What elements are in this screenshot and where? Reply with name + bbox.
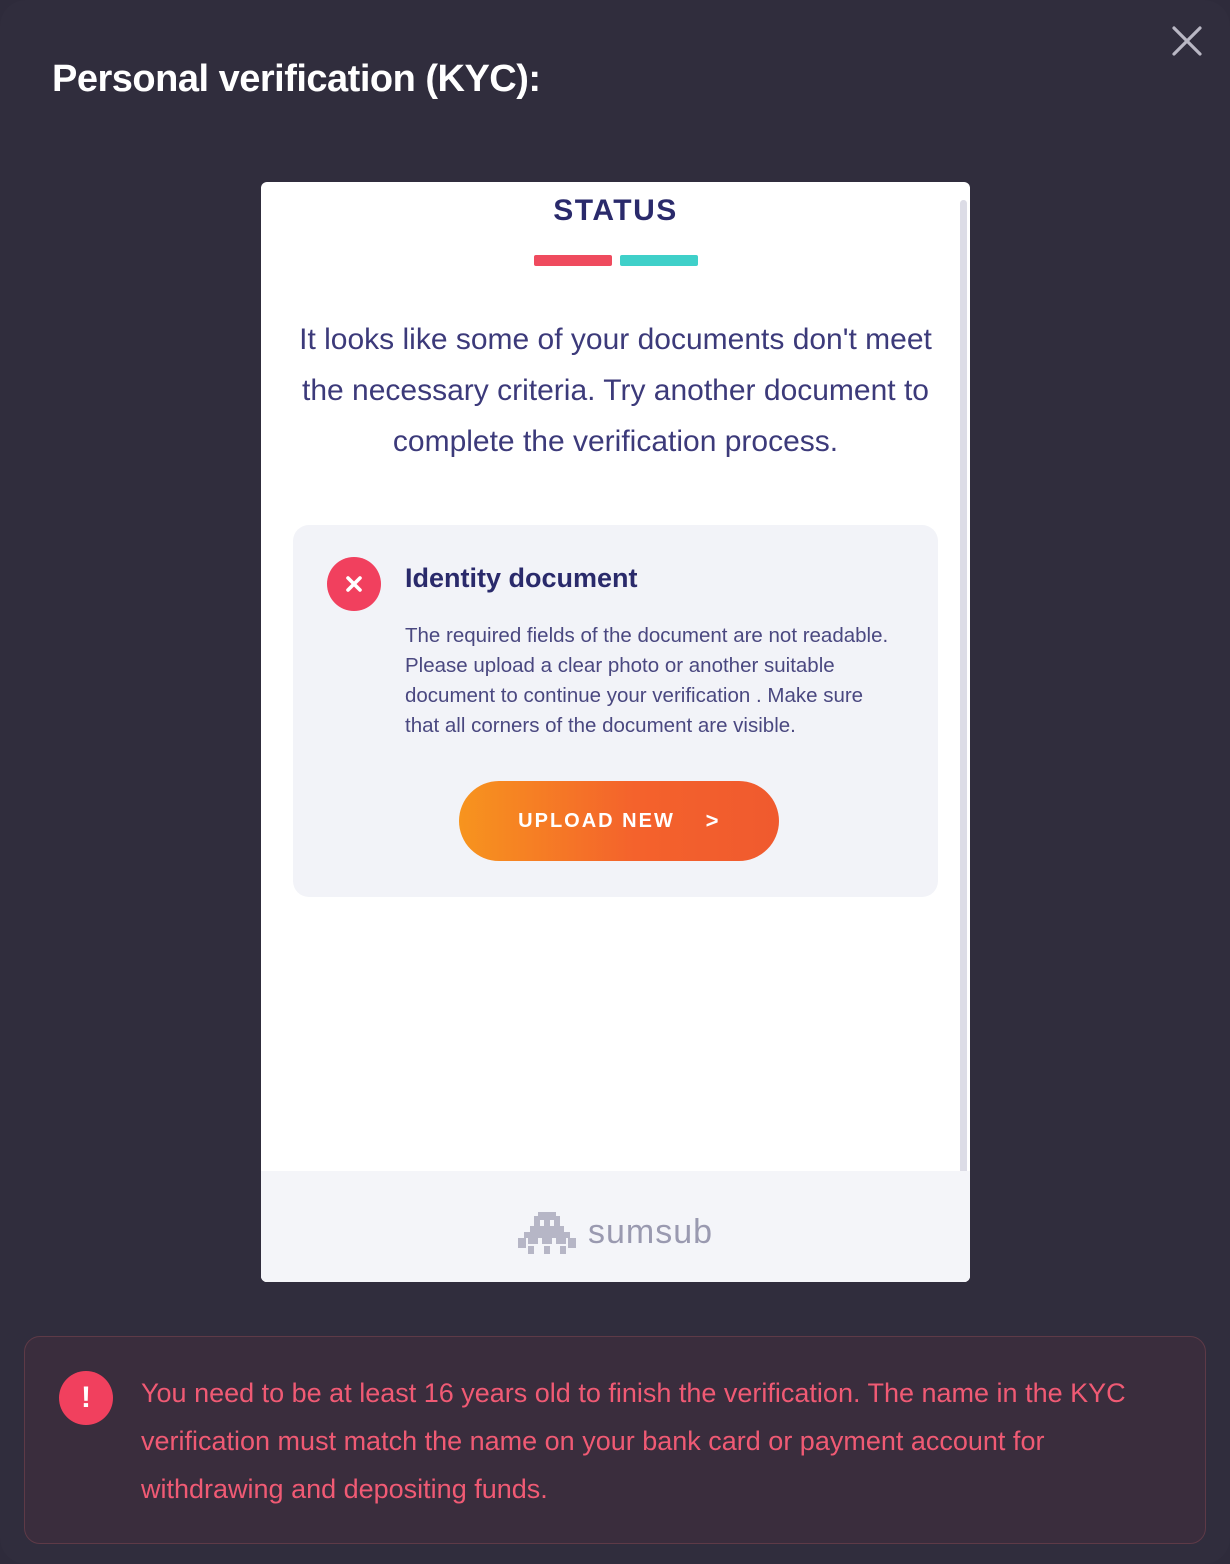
sumsub-robot-icon	[518, 1212, 576, 1254]
accent-bar-teal	[620, 255, 698, 266]
accent-bars	[261, 255, 970, 266]
document-card-header	[327, 555, 910, 611]
error-x-icon-glyph	[341, 571, 367, 597]
upload-new-button-label: UPLOAD NEW	[518, 809, 675, 832]
widget-footer	[261, 1171, 970, 1282]
exclamation-icon: !	[59, 1371, 113, 1425]
status-heading: STATUS	[553, 194, 678, 227]
sumsub-verification-widget	[261, 182, 970, 1282]
document-title: Identity document	[405, 563, 638, 593]
age-warning-banner	[24, 1336, 1206, 1544]
document-description: The required fields of the document are not readable. Please upload a clear photo or another suitable document to continue your verification . Make sure that all corners of the document are visible.	[405, 624, 889, 737]
warning-text: You need to be at least 16 years old to finish the verification. The name in the KYC verification must match the name on your bank card or payment account for withdrawing and depositing funds.	[141, 1378, 1126, 1504]
scrollbar[interactable]	[960, 200, 967, 1232]
close-icon-glyph	[1170, 24, 1204, 58]
chevron-right-icon: >	[705, 808, 721, 833]
error-x-icon	[327, 557, 381, 611]
widget-scroll-area	[261, 194, 970, 1282]
sumsub-wordmark: sumsub	[587, 1213, 714, 1251]
accent-bar-red	[534, 255, 612, 266]
status-message: It looks like some of your documents don't meet the necessary criteria. Try another document to complete the verification process.	[299, 323, 932, 458]
page-title: Personal verification (KYC):	[52, 58, 541, 100]
scrollbar-thumb[interactable]	[960, 200, 967, 1218]
close-icon[interactable]	[1164, 18, 1210, 64]
upload-new-button[interactable]	[459, 781, 779, 861]
identity-document-card	[293, 525, 938, 897]
